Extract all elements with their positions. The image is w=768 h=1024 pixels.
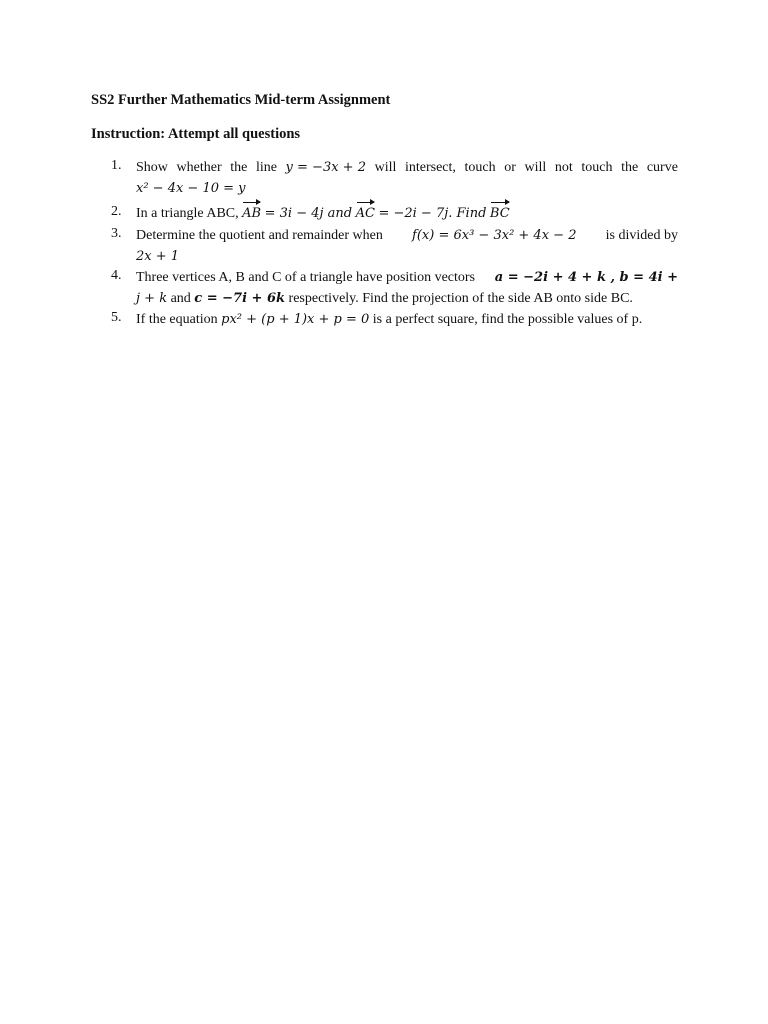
question-text: Determine the quotient and remainder when — [136, 228, 383, 243]
word: curve — [646, 160, 678, 175]
question-4-line-1 — [136, 268, 678, 288]
question-text: respectively. Find the projection of the side AB onto side BC. — [288, 291, 633, 306]
question-4-line-2 — [136, 289, 678, 309]
position-vector-b-tail: j + k — [136, 291, 168, 306]
quadratic-equation: px² + (p + 1)x + p = 0 — [221, 312, 370, 327]
vector-ab: AB — [242, 204, 261, 224]
word: intersect, — [404, 160, 456, 175]
line-equation: y = −3x + 2 — [285, 160, 366, 175]
instruction-heading: Instruction: Attempt all questions — [91, 126, 301, 142]
word: the — [230, 160, 248, 175]
question-text: and — [170, 291, 191, 306]
question-text: Three vertices A, B and C of a triangle have position vectors — [136, 270, 476, 285]
vector-ac: AC — [356, 204, 375, 224]
position-vector-c: c = −7i + 6k — [194, 291, 286, 306]
question-3-line-2 — [136, 247, 678, 267]
word: whether — [176, 160, 222, 175]
question-1-line-2 — [136, 179, 678, 199]
word: line — [255, 160, 277, 175]
divisor-expression: 2x + 1 — [136, 249, 180, 264]
polynomial-expression: f(x) = 6x³ − 3x² + 4x − 2 — [412, 228, 577, 243]
question-number: 3. — [111, 226, 122, 241]
vector-bc: BC — [490, 204, 510, 224]
vector-ab-expression: = 3i − 4j and — [264, 206, 353, 221]
question-number: 5. — [111, 310, 122, 325]
question-number: 1. — [111, 158, 122, 173]
question-number: 2. — [111, 204, 122, 219]
word: not — [554, 160, 573, 175]
question-text: In a triangle ABC, — [136, 206, 239, 221]
position-vectors-a-b: a = −2i + 4 + k , b = 4i + — [494, 270, 678, 285]
document-title: SS2 Further Mathematics Mid-term Assignment — [91, 92, 391, 108]
word: touch — [581, 160, 613, 175]
word: will — [524, 160, 547, 175]
word: the — [621, 160, 639, 175]
curve-equation: x² − 4x − 10 = y — [136, 181, 246, 196]
question-1-line-1 — [136, 158, 678, 178]
word: or — [504, 160, 516, 175]
question-3-line-1 — [136, 226, 678, 246]
word: will — [374, 160, 397, 175]
question-text: is divided by — [605, 228, 678, 243]
question-text: is a perfect square, find the possible values of p. — [372, 312, 643, 327]
question-number: 4. — [111, 268, 122, 283]
question-text: If the equation — [136, 312, 218, 327]
vector-ac-expression: = −2i − 7j. Find — [378, 206, 487, 221]
word: Show — [136, 160, 168, 175]
word: touch — [464, 160, 496, 175]
question-2-line-1 — [136, 204, 678, 224]
question-5-line-1 — [136, 310, 678, 330]
